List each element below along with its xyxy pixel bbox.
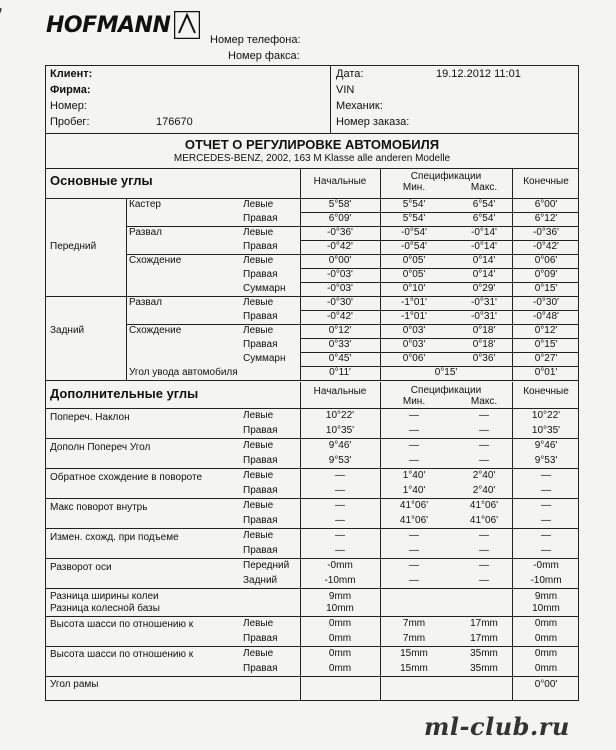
value-min: 41°06' (399, 500, 429, 511)
value-max: 0°18' (472, 325, 496, 336)
value-max: 0°36' (472, 353, 496, 364)
divider (330, 65, 331, 133)
value-max: 0°14' (472, 255, 496, 266)
value-max: 17mm (470, 618, 498, 629)
value-initial: — (335, 500, 345, 511)
logo-text: HOFMANN (46, 12, 171, 38)
divider (45, 528, 579, 529)
value-final: 10°35' (531, 425, 561, 436)
side-label: Передний (243, 560, 290, 571)
value-final: 0°15' (534, 339, 558, 350)
side-label: Правая (243, 311, 278, 322)
value-min: 7mm (402, 633, 426, 644)
value-initial: 0°33' (328, 339, 352, 350)
side-label: Левые (243, 470, 274, 481)
side-label: Правая (243, 633, 278, 644)
side-label: Левые (243, 297, 274, 308)
value-final: — (541, 530, 551, 541)
value-min: 0°10' (402, 283, 426, 294)
side-label: Левые (243, 618, 274, 629)
extra-group-label: Разворот оси (50, 562, 112, 573)
value-initial: -0mm (327, 560, 353, 571)
divider (45, 408, 579, 409)
main-section-title: Основные углы (50, 173, 153, 188)
value-initial: 9°46' (328, 440, 352, 451)
mileage-value: 176670 (156, 116, 193, 128)
value-final: 0mm (534, 633, 558, 644)
value-final: — (541, 515, 551, 526)
side-label: Левые (243, 500, 274, 511)
value-min: 1°40' (402, 470, 426, 481)
value-final: 0mm (534, 618, 558, 629)
extra-section-title: Дополнительные углы (50, 386, 199, 401)
value-max: 0°29' (472, 283, 496, 294)
value-max: — (479, 425, 489, 436)
fax-label: Номер факса: (228, 50, 300, 62)
value-final: — (541, 485, 551, 496)
value-initial: — (335, 530, 345, 541)
thrust-initial: 0°11' (329, 367, 351, 378)
value-min: — (409, 560, 419, 571)
value-max: — (479, 440, 489, 451)
ride-height-label: Высота шасси по отношению к (50, 649, 194, 660)
value-max: 17mm (470, 633, 498, 644)
value-max: — (479, 545, 489, 556)
divider (45, 168, 579, 169)
side-label: Суммарн (243, 283, 286, 294)
value-min: 0°05' (402, 255, 426, 266)
value-max: — (479, 575, 489, 586)
value-min: — (409, 575, 419, 586)
divider (45, 616, 579, 617)
divider (300, 382, 301, 701)
value-final: 9°46' (534, 440, 558, 451)
extra-group-label: Попереч. Наклон (50, 412, 130, 423)
divider (512, 382, 513, 701)
value-min: 0°03' (402, 339, 426, 350)
side-label: Правая (243, 269, 278, 280)
value-max: — (479, 455, 489, 466)
column-header-max: Макс. (470, 182, 498, 193)
divider (45, 468, 579, 469)
thrust-angle-label: Угол увода автомобиля (129, 367, 238, 378)
extra-group-label: Дополн Попереч Угол (50, 442, 151, 453)
value-max: 6°54' (472, 199, 496, 210)
value-final: 9°53' (534, 455, 558, 466)
value-final: -10mm (530, 575, 562, 586)
value-initial: — (335, 485, 345, 496)
value-final: 0°06' (534, 255, 558, 266)
thrust-spec: 0°15' (434, 367, 458, 378)
value-max: -0°14' (471, 227, 497, 238)
value-min: 0°03' (402, 325, 426, 336)
wheelbase-final: 10mm (532, 603, 560, 614)
track-final: 9mm (534, 591, 558, 602)
value-max: 6°54' (472, 213, 496, 224)
number-label: Номер: (50, 100, 87, 112)
value-min: 0°05' (402, 269, 426, 280)
value-max: 0°18' (472, 339, 496, 350)
firm-label: Фирма: (50, 84, 91, 96)
value-min: -0°54' (401, 227, 427, 238)
value-initial: 6°09' (328, 213, 352, 224)
divider (45, 676, 579, 677)
side-label: Суммарн (243, 353, 286, 364)
value-final: 10°22' (531, 410, 561, 421)
value-initial: -0°03' (327, 269, 353, 280)
wheelbase-diff-label: Разница колесной базы (50, 603, 160, 614)
value-initial: -10mm (324, 575, 356, 586)
value-initial: 0mm (328, 633, 352, 644)
value-min: — (409, 530, 419, 541)
frame-angle-final: 0°00' (534, 679, 558, 690)
side-label: Левые (243, 255, 274, 266)
value-max: — (479, 560, 489, 571)
value-min: -0°54' (401, 241, 427, 252)
value-max: -0°31' (471, 311, 497, 322)
value-final: 0°15' (534, 283, 558, 294)
divider (300, 168, 301, 380)
value-min: 1°40' (402, 485, 426, 496)
value-min: — (409, 545, 419, 556)
value-max: 0°14' (472, 269, 496, 280)
value-min: 7mm (402, 618, 426, 629)
track-initial: 9mm (328, 591, 352, 602)
column-header-specs: Спецификации (410, 171, 482, 182)
value-initial: 10°35' (325, 425, 355, 436)
column-header-min: Мин. (402, 182, 426, 193)
front-axle-label: Передний (50, 241, 97, 252)
watermark: ml-club.ru (424, 712, 570, 741)
divider (45, 498, 579, 499)
column-header-specs: Спецификации (410, 385, 482, 396)
value-min: — (409, 410, 419, 421)
phone-label: Номер телефона: (210, 34, 301, 46)
value-final: 6°12' (534, 213, 558, 224)
value-final: -0°48' (533, 311, 559, 322)
value-min: — (409, 425, 419, 436)
divider (512, 168, 513, 380)
value-min: -1°01' (401, 297, 427, 308)
value-max: 41°06' (469, 500, 499, 511)
value-final: -0mm (533, 560, 559, 571)
column-header-final: Конечные (523, 176, 569, 187)
value-min: -1°01' (401, 311, 427, 322)
value-max: 2°40' (472, 485, 496, 496)
value-min: 15mm (400, 663, 428, 674)
side-label: Правая (243, 339, 278, 350)
value-initial: -0°42' (327, 241, 353, 252)
side-label: Левые (243, 648, 274, 659)
side-label: Правая (243, 545, 278, 556)
group-label: Развал (129, 227, 162, 238)
value-min: 5°54' (402, 199, 426, 210)
value-min: 0°06' (402, 353, 426, 364)
column-header-min: Мин. (402, 396, 426, 407)
value-final: 0mm (534, 648, 558, 659)
value-initial: 5°58' (328, 199, 352, 210)
divider (45, 588, 579, 589)
value-initial: 10°22' (325, 410, 355, 421)
value-final: -0°30' (533, 297, 559, 308)
side-label: Правая (243, 515, 278, 526)
value-initial: — (335, 515, 345, 526)
client-label: Клиент: (50, 68, 93, 80)
group-label: Кастер (129, 199, 161, 210)
value-initial: -0°03' (327, 283, 353, 294)
date-label: Дата: (336, 68, 364, 80)
value-max: 2°40' (472, 470, 496, 481)
value-max: -0°14' (471, 241, 497, 252)
ride-height-label: Высота шасси по отношению к (50, 619, 194, 630)
side-label: Правая (243, 485, 278, 496)
extra-group-label: Макс поворот внутрь (50, 502, 148, 513)
company-logo (46, 10, 200, 40)
value-initial: 9°53' (328, 455, 352, 466)
value-final: 0°12' (534, 325, 558, 336)
date-value: 19.12.2012 11:01 (436, 68, 521, 80)
value-final: 6°00' (534, 199, 558, 210)
order-number-label: Номер заказа: (336, 116, 410, 128)
value-initial: 0°45' (328, 353, 352, 364)
value-min: — (409, 455, 419, 466)
side-label: Правая (243, 455, 278, 466)
mechanic-label: Механик: (336, 100, 383, 112)
column-header-final: Конечные (523, 386, 569, 397)
side-label: Левые (243, 227, 274, 238)
value-final: — (541, 500, 551, 511)
value-final: 0mm (534, 663, 558, 674)
value-final: 0°27' (534, 353, 558, 364)
value-initial: 0°00' (328, 255, 352, 266)
vehicle-description: MERCEDES-BENZ, 2002, 163 M Klasse alle anderen Modelle (173, 153, 451, 164)
mileage-label: Пробег: (50, 116, 90, 128)
side-label: Правая (243, 213, 278, 224)
value-final: 0°09' (534, 269, 558, 280)
value-min: 5°54' (402, 213, 426, 224)
side-label: Левые (243, 410, 274, 421)
value-final: — (541, 470, 551, 481)
divider (45, 133, 579, 134)
group-label: Схождение (129, 325, 182, 336)
scan-artifact (0, 8, 15, 60)
value-max: -0°31' (471, 297, 497, 308)
group-label: Схождение (129, 255, 182, 266)
frame-angle-label: Угол рамы (50, 679, 99, 690)
column-header-initial: Начальные (313, 386, 367, 397)
side-label: Левые (243, 199, 274, 210)
wheelbase-initial: 10mm (326, 603, 354, 614)
value-initial: 0mm (328, 618, 352, 629)
thrust-final: 0°01' (534, 367, 558, 378)
value-final: — (541, 545, 551, 556)
value-initial: -0°36' (327, 227, 353, 238)
extra-group-label: Измен. схожд. при подъеме (50, 532, 179, 543)
value-initial: — (335, 545, 345, 556)
column-header-max: Макс. (470, 396, 498, 407)
side-label: Правая (243, 663, 278, 674)
value-initial: 0°12' (328, 325, 352, 336)
divider (380, 382, 381, 701)
column-header-initial: Начальные (313, 176, 367, 187)
rear-axle-label: Задний (50, 325, 85, 336)
report-title: ОТЧЕТ О РЕГУЛИРОВКЕ АВТОМОБИЛЯ (184, 137, 440, 152)
side-label: Задний (243, 575, 278, 586)
extra-group-label: Обратное схождение в повороте (50, 472, 203, 483)
divider (45, 438, 579, 439)
group-label: Развал (129, 297, 162, 308)
track-diff-label: Разница ширины колеи (50, 591, 159, 602)
logo-mark-icon (174, 11, 200, 39)
value-min: 41°06' (399, 515, 429, 526)
value-min: 15mm (400, 648, 428, 659)
divider (380, 168, 381, 380)
value-max: 41°06' (469, 515, 499, 526)
value-max: — (479, 410, 489, 421)
value-final: -0°42' (533, 241, 559, 252)
value-final: -0°36' (533, 227, 559, 238)
value-max: 35mm (470, 663, 498, 674)
vin-label: VIN (336, 84, 355, 96)
side-label: Левые (243, 325, 274, 336)
divider (45, 558, 579, 559)
divider (45, 380, 579, 381)
value-min: — (409, 440, 419, 451)
side-label: Правая (243, 425, 278, 436)
value-max: — (479, 530, 489, 541)
value-initial: -0°30' (327, 297, 353, 308)
divider (45, 646, 579, 647)
value-max: 35mm (470, 648, 498, 659)
value-initial: — (335, 470, 345, 481)
divider (126, 198, 127, 380)
side-label: Левые (243, 530, 274, 541)
value-initial: 0mm (328, 648, 352, 659)
side-label: Правая (243, 241, 278, 252)
value-initial: 0mm (328, 663, 352, 674)
value-initial: -0°42' (327, 311, 353, 322)
side-label: Левые (243, 440, 274, 451)
